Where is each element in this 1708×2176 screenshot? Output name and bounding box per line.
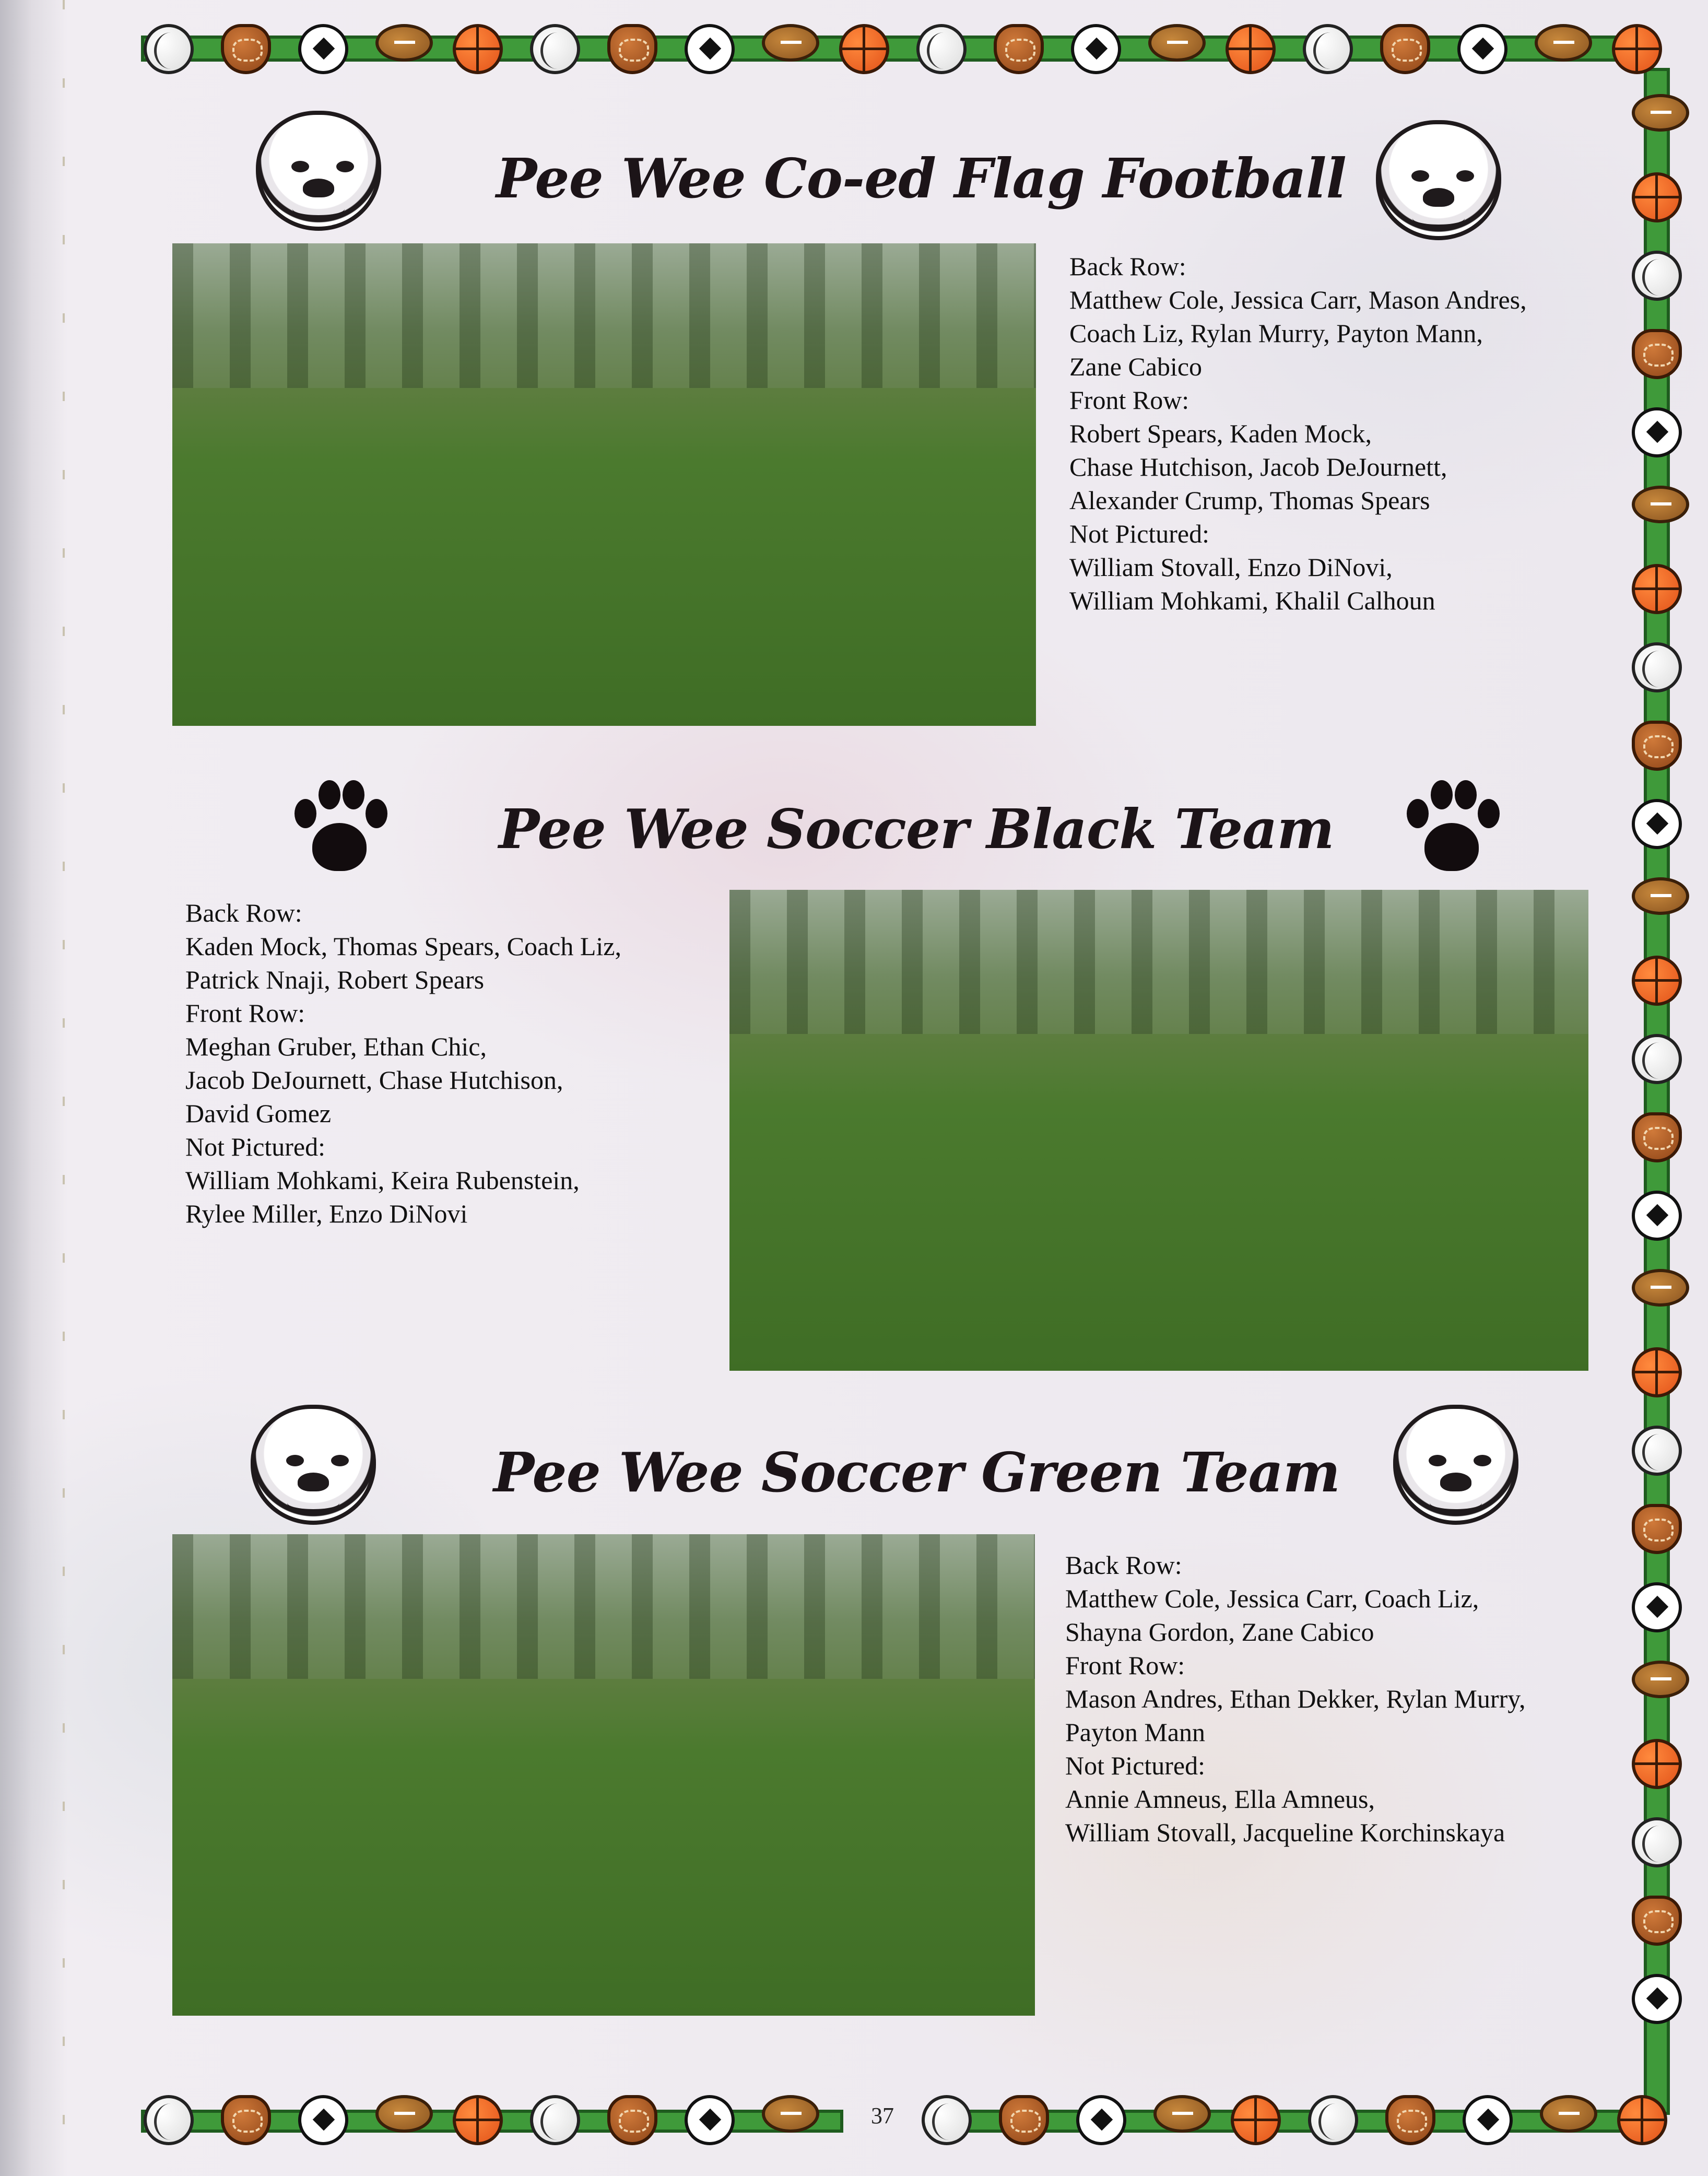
baseball-glove-icon bbox=[999, 2095, 1049, 2145]
volleyball-icon bbox=[1632, 251, 1682, 301]
caption-line: Chase Hutchison, Jacob DeJournett, bbox=[1069, 452, 1447, 481]
soccer-ball-icon bbox=[685, 2095, 735, 2145]
caption-line: Alexander Crump, Thomas Spears bbox=[1069, 486, 1430, 515]
basketball-icon bbox=[1617, 2095, 1667, 2145]
baseball-glove-icon bbox=[221, 24, 271, 74]
baseball-glove-icon bbox=[1380, 24, 1430, 74]
soccer-ball-icon bbox=[1071, 24, 1121, 74]
soccer-ball-icon bbox=[1076, 2095, 1126, 2145]
bulldog-mascot-icon bbox=[256, 111, 381, 231]
caption-line: Back Row: bbox=[185, 898, 302, 927]
caption-line: Coach Liz, Rylan Murry, Payton Mann, bbox=[1069, 319, 1483, 348]
caption-line: Not Pictured: bbox=[1069, 519, 1210, 548]
bulldog-mascot-icon bbox=[251, 1405, 376, 1525]
soccer-ball-icon bbox=[1632, 799, 1682, 849]
binding-stitches bbox=[63, 0, 65, 2176]
caption-line: Matthew Cole, Jessica Carr, Coach Liz, bbox=[1065, 1584, 1479, 1613]
team-photo-soccer-black bbox=[729, 890, 1588, 1371]
football-icon bbox=[375, 24, 433, 62]
caption-line: Shayna Gordon, Zane Cabico bbox=[1065, 1617, 1374, 1646]
caption-line: Meghan Gruber, Ethan Chic, bbox=[185, 1032, 487, 1061]
soccer-ball-icon bbox=[298, 24, 348, 74]
caption-line: Patrick Nnaji, Robert Spears bbox=[185, 965, 485, 994]
roster-caption-soccer-black bbox=[185, 896, 621, 1230]
caption-line: Not Pictured: bbox=[185, 1132, 326, 1161]
caption-line: Mason Andres, Ethan Dekker, Rylan Murry, bbox=[1065, 1684, 1526, 1713]
football-icon bbox=[1632, 1269, 1689, 1307]
basketball-icon bbox=[453, 2095, 503, 2145]
football-icon bbox=[1153, 2095, 1211, 2133]
basketball-icon bbox=[1612, 24, 1662, 74]
volleyball-icon bbox=[922, 2095, 972, 2145]
basketball-icon bbox=[1226, 24, 1276, 74]
football-icon bbox=[1148, 24, 1206, 62]
caption-line: Rylee Miller, Enzo DiNovi bbox=[185, 1199, 468, 1228]
volleyball-icon bbox=[530, 24, 580, 74]
baseball-glove-icon bbox=[1632, 1504, 1682, 1554]
bulldog-mascot-icon bbox=[1376, 120, 1501, 240]
volleyball-icon bbox=[144, 2095, 194, 2145]
soccer-ball-icon bbox=[1632, 1582, 1682, 1632]
caption-line: William Mohkami, Keira Rubenstein, bbox=[185, 1166, 580, 1195]
soccer-ball-icon bbox=[298, 2095, 348, 2145]
caption-line: Annie Amneus, Ella Amneus, bbox=[1065, 1784, 1375, 1814]
section-title-soccer-black: Pee Wee Soccer Black Team bbox=[499, 797, 1334, 861]
volleyball-icon bbox=[1303, 24, 1353, 74]
basketball-icon bbox=[1632, 1347, 1682, 1397]
basketball-icon bbox=[453, 24, 503, 74]
baseball-glove-icon bbox=[607, 24, 657, 74]
basketball-icon bbox=[1632, 172, 1682, 222]
football-icon bbox=[762, 24, 819, 62]
football-icon bbox=[1632, 1661, 1689, 1698]
roster-caption-flag-football bbox=[1069, 250, 1527, 617]
binding-shadow bbox=[0, 0, 68, 2176]
basketball-icon bbox=[839, 24, 889, 74]
volleyball-icon bbox=[1632, 1817, 1682, 1867]
volleyball-icon bbox=[530, 2095, 580, 2145]
baseball-glove-icon bbox=[607, 2095, 657, 2145]
basketball-icon bbox=[1632, 564, 1682, 614]
football-icon bbox=[1632, 94, 1689, 132]
caption-line: Front Row: bbox=[1065, 1651, 1185, 1680]
baseball-glove-icon bbox=[1632, 721, 1682, 771]
football-icon bbox=[1540, 2095, 1597, 2133]
caption-line: Robert Spears, Kaden Mock, bbox=[1069, 419, 1372, 448]
soccer-ball-icon bbox=[1463, 2095, 1513, 2145]
page-number: 37 bbox=[871, 2103, 894, 2128]
caption-line: William Mohkami, Khalil Calhoun bbox=[1069, 586, 1435, 615]
team-photo-soccer-green bbox=[172, 1534, 1035, 2016]
football-icon bbox=[375, 2095, 433, 2133]
paw-print-icon bbox=[287, 778, 392, 883]
football-icon bbox=[1535, 24, 1592, 62]
caption-line: Back Row: bbox=[1065, 1550, 1182, 1580]
team-photo-flag-football bbox=[172, 243, 1036, 726]
soccer-ball-icon bbox=[1632, 1191, 1682, 1241]
caption-line: David Gomez bbox=[185, 1099, 332, 1128]
caption-line: Payton Mann bbox=[1065, 1718, 1206, 1747]
soccer-ball-icon bbox=[1632, 1974, 1682, 2024]
section-title-soccer-green: Pee Wee Soccer Green Team bbox=[493, 1440, 1340, 1504]
caption-line: Matthew Cole, Jessica Carr, Mason Andres, bbox=[1069, 285, 1527, 314]
paw-print-icon bbox=[1399, 778, 1504, 883]
volleyball-icon bbox=[1632, 1034, 1682, 1084]
baseball-glove-icon bbox=[1632, 1112, 1682, 1162]
caption-line: Front Row: bbox=[185, 998, 305, 1028]
soccer-ball-icon bbox=[1632, 407, 1682, 457]
soccer-ball-icon bbox=[685, 24, 735, 74]
caption-line: William Stovall, Enzo DiNovi, bbox=[1069, 552, 1393, 582]
basketball-icon bbox=[1231, 2095, 1281, 2145]
volleyball-icon bbox=[144, 24, 194, 74]
football-icon bbox=[1632, 486, 1689, 523]
caption-line: Kaden Mock, Thomas Spears, Coach Liz, bbox=[185, 932, 621, 961]
baseball-glove-icon bbox=[994, 24, 1044, 74]
caption-line: Jacob DeJournett, Chase Hutchison, bbox=[185, 1065, 563, 1095]
section-title-flag-football: Pee Wee Co-ed Flag Football bbox=[496, 146, 1346, 210]
volleyball-icon bbox=[1632, 642, 1682, 692]
volleyball-icon bbox=[1308, 2095, 1358, 2145]
caption-line: William Stovall, Jacqueline Korchinskaya bbox=[1065, 1818, 1505, 1847]
caption-line: Zane Cabico bbox=[1069, 352, 1203, 381]
football-icon bbox=[1632, 877, 1689, 915]
baseball-glove-icon bbox=[1632, 329, 1682, 379]
basketball-icon bbox=[1632, 1739, 1682, 1789]
bulldog-mascot-icon bbox=[1393, 1405, 1518, 1525]
volleyball-icon bbox=[1632, 1426, 1682, 1476]
baseball-glove-icon bbox=[1385, 2095, 1435, 2145]
caption-line: Not Pictured: bbox=[1065, 1751, 1206, 1780]
volleyball-icon bbox=[916, 24, 967, 74]
basketball-icon bbox=[1632, 956, 1682, 1006]
soccer-ball-icon bbox=[1457, 24, 1507, 74]
football-icon bbox=[762, 2095, 819, 2133]
baseball-glove-icon bbox=[221, 2095, 271, 2145]
roster-caption-soccer-green bbox=[1065, 1548, 1525, 1849]
baseball-glove-icon bbox=[1632, 1896, 1682, 1946]
caption-line: Back Row: bbox=[1069, 252, 1186, 281]
caption-line: Front Row: bbox=[1069, 385, 1189, 415]
